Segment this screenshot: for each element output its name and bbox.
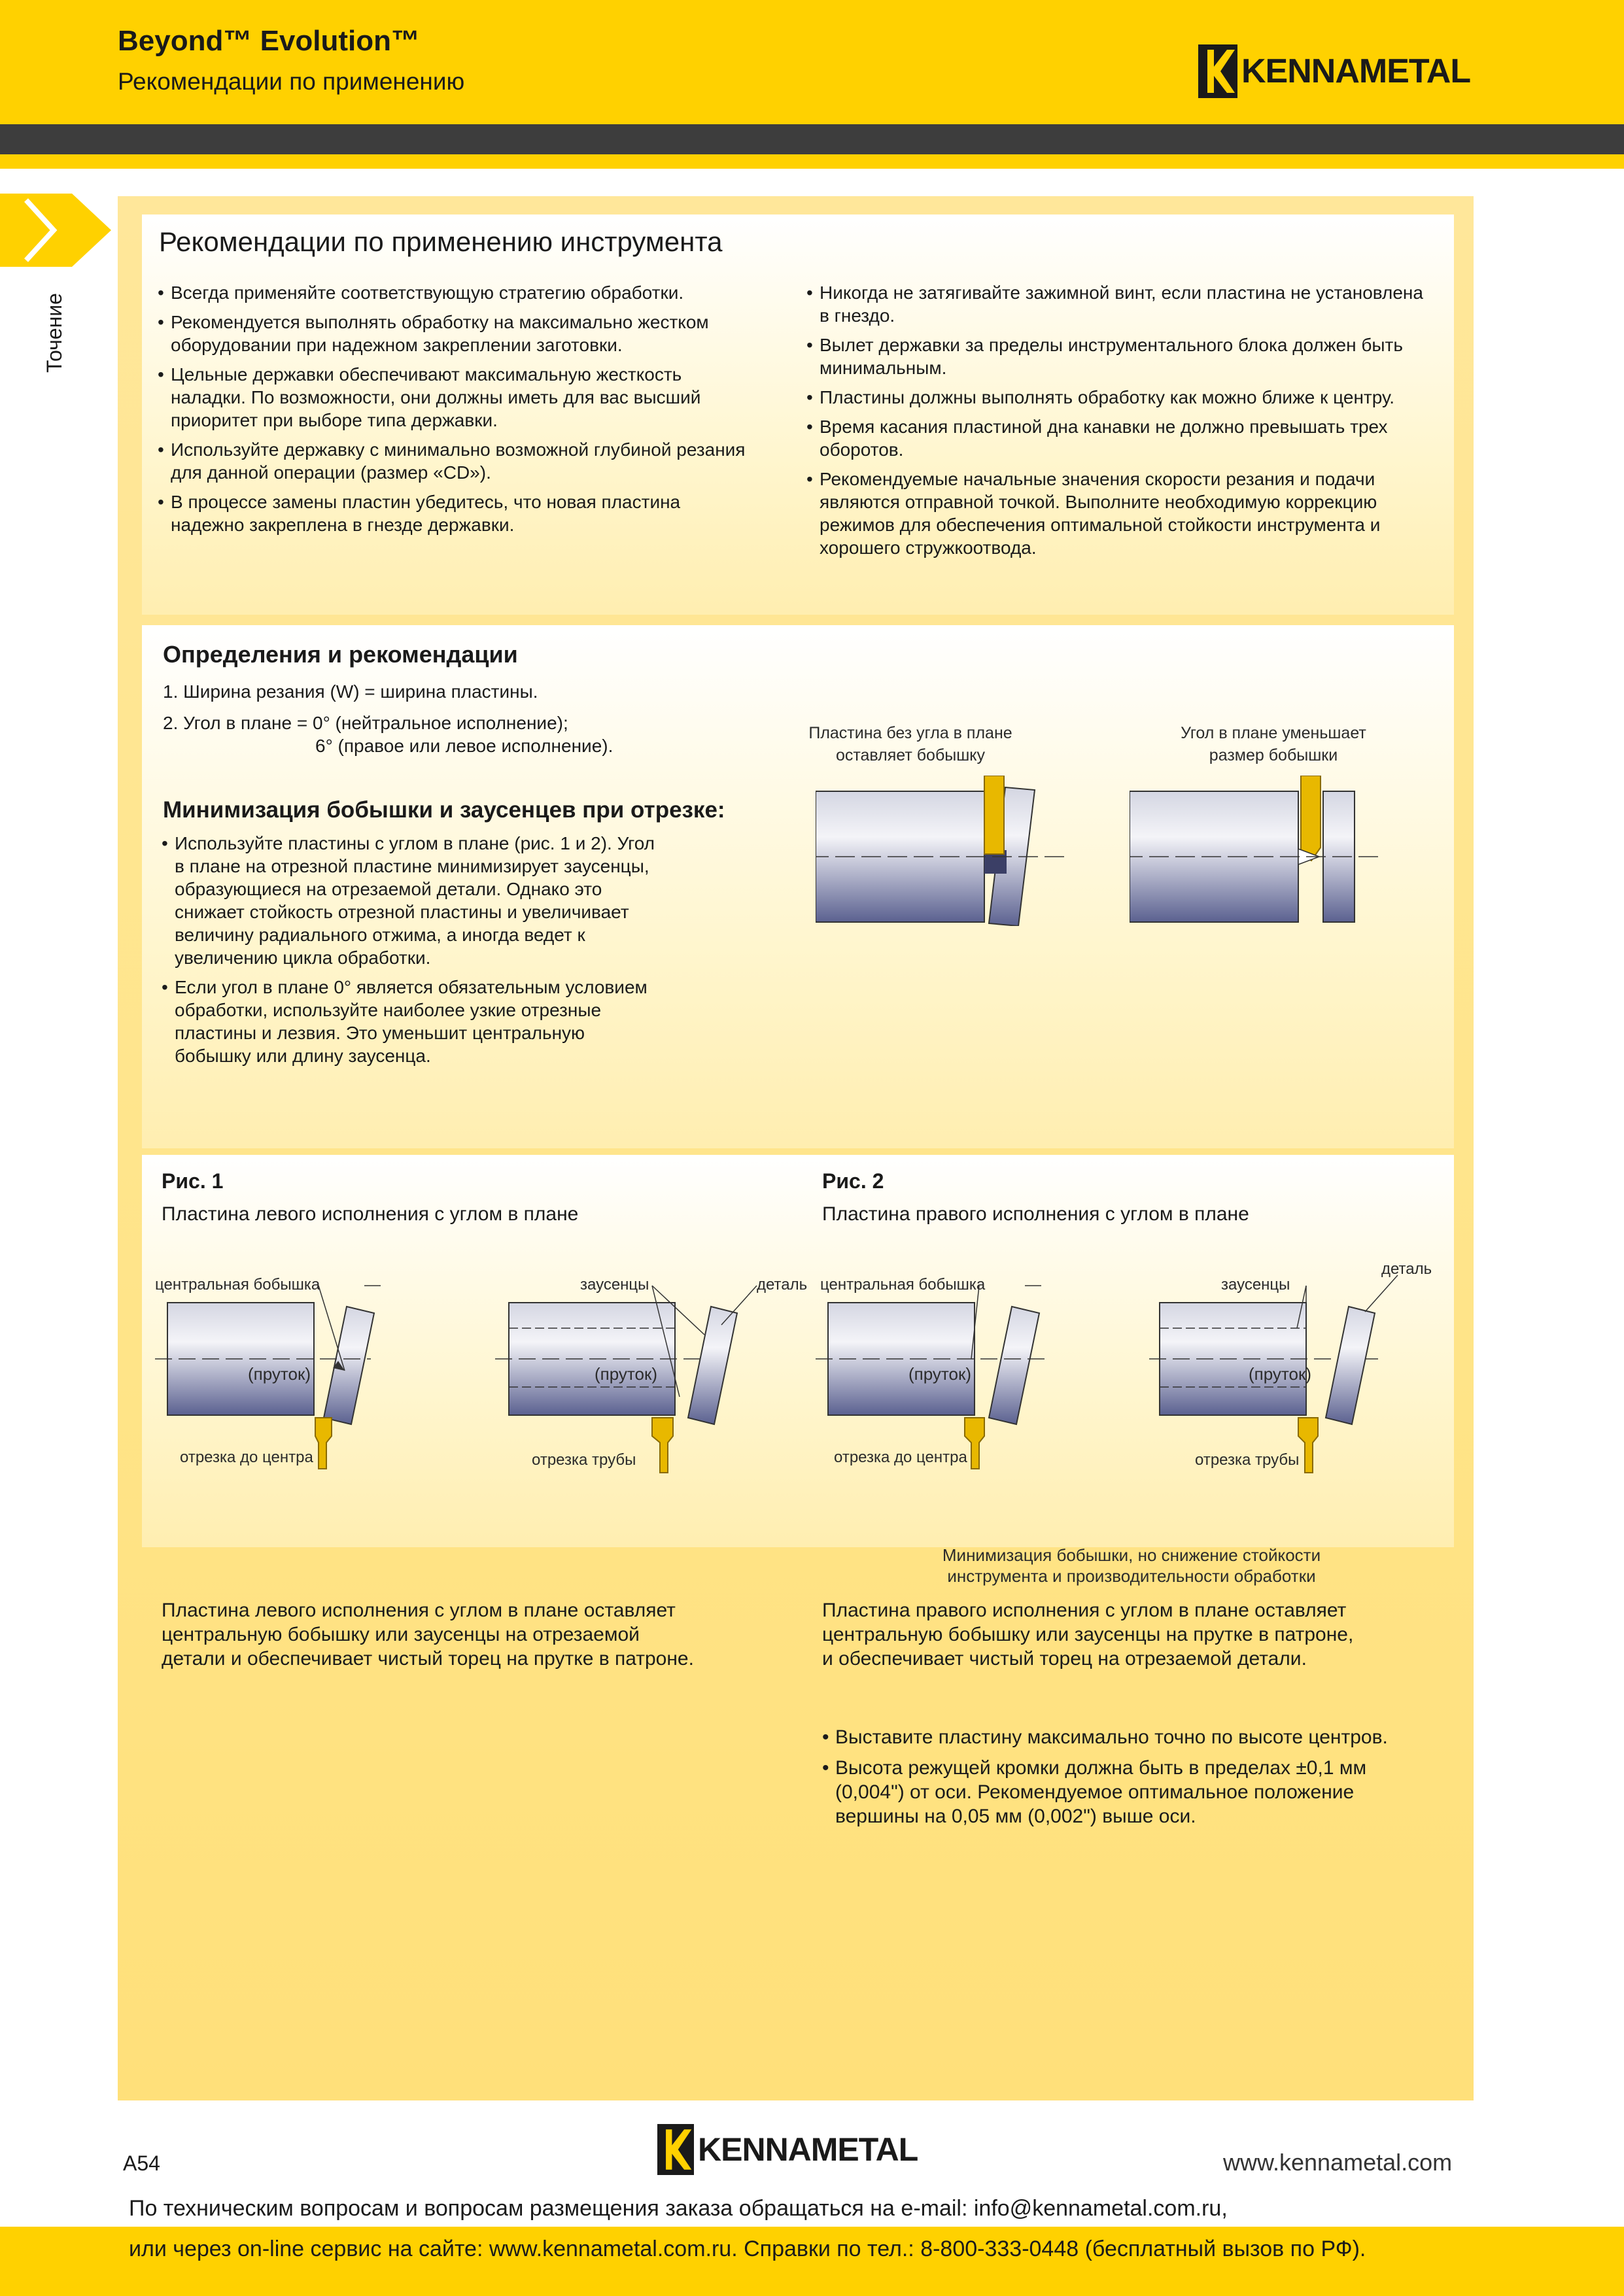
- fig2-bar-label: (пруток): [908, 1364, 971, 1384]
- main-panel: [118, 196, 1474, 2100]
- list-item: • Всегда применяйте соответствующую стратегию обработки.: [158, 281, 746, 304]
- section1-left-list: [158, 281, 746, 543]
- fig1-tube-bar-label: (пруток): [594, 1364, 657, 1384]
- list-item: • Если угол в плане 0° является обязательным условием обработки, используйте наиболее узкие отрезные пластины и лезвия. Это уменьшит центральную бобышку или длину заусенца.: [162, 976, 665, 1067]
- fig1-subtitle: Пластина левого исполнения с углом в плане: [162, 1203, 579, 1225]
- list-item: • Никогда не затягивайте зажимной винт, если пластина не установлена в гнездо.: [806, 281, 1434, 327]
- header-dark-band: [0, 124, 1624, 154]
- footer-logo: [657, 2124, 918, 2175]
- list-item: • Высота режущей кромки должна быть в пределах ±0,1 мм (0,004") от оси. Рекомендуемое оптимальное положение вершины на 0,05 мм (0,002") выше оси.: [822, 1756, 1437, 1828]
- header-title: Beyond™ Evolution™: [118, 25, 420, 57]
- fig1-bar-label: (пруток): [247, 1364, 311, 1384]
- list-item: • Цельные державки обеспечивают максимальную жесткость наладки. По возможности, они должны иметь для вас высший приоритет при выборе типа державки.: [158, 363, 746, 432]
- section-definitions: [142, 625, 1454, 1148]
- section2-subtitle: Минимизация бобышки и заусенцев при отрезке:: [163, 797, 725, 823]
- section2-list: [162, 832, 665, 1074]
- header-logo: [1198, 44, 1470, 98]
- page-number: A54: [123, 2151, 160, 2175]
- fig1-tube-cut-label: отрезка трубы: [532, 1451, 636, 1469]
- website-link[interactable]: www.kennametal.com: [1223, 2149, 1453, 2176]
- section1-right-list: [806, 281, 1434, 566]
- header-subtitle: Рекомендации по применению: [118, 68, 465, 95]
- definition-2-line2: 6° (правое или левое исполнение).: [315, 736, 613, 756]
- definition-1: 1. Ширина резания (W) = ширина пластины.: [163, 681, 538, 702]
- kennametal-logo-icon: [1198, 44, 1237, 98]
- fig2-note: Минимизация бобышки, но снижение стойкости инструмента и производительности обработки: [942, 1545, 1321, 1586]
- definition-2-line1: 2. Угол в плане = 0° (нейтральное исполнение);: [163, 713, 568, 733]
- kennametal-logo-icon: [657, 2124, 694, 2175]
- section1-title: Рекомендации по применению инструмента: [159, 226, 723, 257]
- logo-text: KENNAMETAL: [1241, 52, 1471, 90]
- list-item: • Время касания пластиной дна канавки не должно превышать трех оборотов.: [806, 415, 1434, 461]
- section2-title: Определения и рекомендации: [163, 641, 518, 668]
- list-item: • Рекомендуемые начальные значения скорости резания и подачи являются отправной точкой. Выполните необходимую коррекцию режимов для обеспечения оптимальной стойкости инструмента и хорошего стружкоотвода.: [806, 468, 1434, 559]
- section-recommendations: [142, 214, 1454, 615]
- diagram-with-lead-angle: [1130, 776, 1391, 926]
- side-tab-label: Точение: [43, 293, 66, 373]
- footer-contact-line2: или через on-line сервис на сайте: www.kennametal.com.ru. Справки по тел.: 8-800-333-0448 (бесплатный вызов по РФ).: [129, 2236, 1366, 2261]
- fig2-subtitle: Пластина правого исполнения с углом в плане: [822, 1203, 1249, 1225]
- fig1-burrs-label: заусенцы: [580, 1276, 649, 1294]
- fig2-cut-to-center-label: отрезка до центра: [834, 1448, 967, 1466]
- diagram-no-lead-angle: [816, 776, 1077, 926]
- list-item: • Пластины должны выполнять обработку как можно ближе к центру.: [806, 386, 1434, 409]
- fig2-description: Пластина правого исполнения с углом в плане оставляет центральную бобышку или заусенцы на прутке в патроне, и обеспечивает чистый торец на отрезаемой детали.: [822, 1600, 1354, 1670]
- fig2-title: Рис. 2: [822, 1169, 884, 1193]
- fig1-center-boss-label: центральная бобышка: [155, 1276, 320, 1294]
- fig2-tube-cut-label: отрезка трубы: [1195, 1451, 1300, 1469]
- fig1-title: Рис. 1: [162, 1169, 224, 1193]
- fig2-center-boss-label: центральная бобышка: [820, 1276, 986, 1294]
- list-item: • Вылет державки за пределы инструментального блока должен быть минимальным.: [806, 334, 1434, 379]
- fig1-cut-to-center-label: отрезка до центра: [180, 1448, 313, 1466]
- logo-text: KENNAMETAL: [698, 2131, 918, 2168]
- section-figures: [142, 1155, 1454, 1547]
- side-arrow-icon: [0, 194, 111, 270]
- fig1-description: Пластина левого исполнения с углом в плане оставляет центральную бобышку или заусенцы на отрезаемой детали и обеспечивает чистый торец на прутке в патроне.: [162, 1600, 694, 1670]
- list-item: • Рекомендуется выполнять обработку на максимально жестком оборудовании при надежном закреплении заготовки.: [158, 311, 746, 356]
- fig2-burrs-label: заусенцы: [1221, 1276, 1290, 1294]
- section3-list: [822, 1725, 1437, 1835]
- list-item: • Используйте пластины с углом в плане (рис. 1 и 2). Угол в плане на отрезной пластине минимизирует заусенцы, образующиеся на отрезаемой детали. Однако это снижает стойкость отрезной пластины и увеличивает величину радиального отжима, а иногда ведет к увеличению цикла обработки.: [162, 832, 665, 969]
- fig2-tube-bar-label: (пруток): [1248, 1364, 1311, 1384]
- diagram-left-caption: Пластина без угла в плане оставляет бобышку: [808, 724, 1012, 764]
- list-item: • Используйте державку с минимально возможной глубиной резания для данной операции (размер «CD»).: [158, 438, 746, 484]
- list-item: • Выставите пластину максимально точно по высоте центров.: [822, 1725, 1437, 1749]
- fig2-part-label: деталь: [1381, 1260, 1432, 1278]
- header-yellow-stripe: [0, 154, 1624, 169]
- list-item: • В процессе замены пластин убедитесь, что новая пластина надежно закреплена в гнезде державки.: [158, 490, 746, 536]
- diagram-right-caption: Угол в плане уменьшает размер бобышки: [1181, 724, 1366, 764]
- fig1-part-label: деталь: [757, 1276, 808, 1294]
- footer-contact-line1: По техническим вопросам и вопросам размещения заказа обращаться на e-mail: info@kennametal.com.ru,: [129, 2196, 1228, 2221]
